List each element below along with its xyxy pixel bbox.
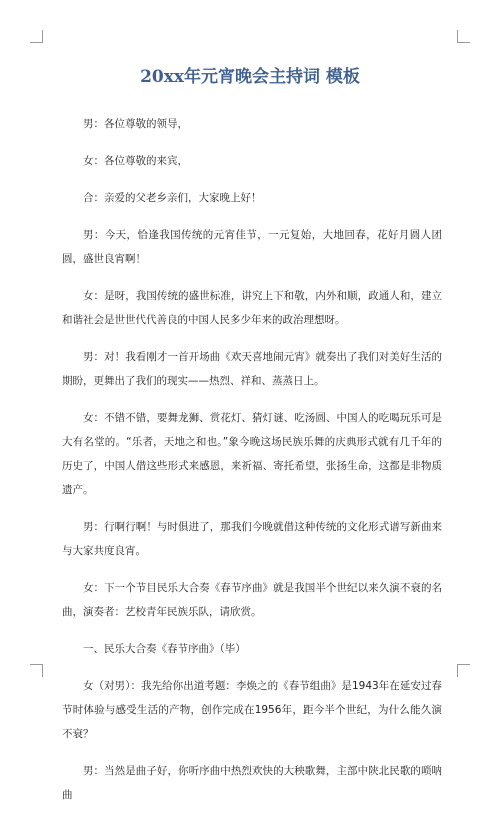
paragraph: 男：当然是曲子好，你听序曲中热烈欢快的大秧歌舞，主部中陕北民歌的唢呐曲	[62, 765, 442, 801]
paragraph: 女：不错不错，要舞龙狮、赏花灯、猜灯谜、吃汤圆、中国人的吃喝玩乐可是大有名堂的。“乐者，天地之和也。”象今晚这场民族乐舞的庆典形式就有几千年的历史了，中国人借这些形式来感恩，来祈福、寄托希望，张扬生命，这都是非物质遗产。	[62, 412, 442, 496]
paragraph: 女（对男）：我先给你出道考题：李焕之的《春节组曲》是1943年在延安过春节时体验与感受生活的产物，创作完成在1956年，距今半个世纪，为什么能久演不衰？	[62, 680, 442, 740]
paragraph: 女：是呀，我国传统的盛世标准，讲究上下和敬，内外和顺，政通人和，建立和谐社会是世世代代善良的中国人民多少年来的政治理想呀。	[62, 290, 442, 326]
paragraph: 女：下一个节目民乐大合奏《春节序曲》就是我国半个世纪以来久演不衰的名曲，演奏者：艺校青年民族乐队，请欣赏。	[62, 582, 442, 618]
paragraph: 男：行啊行啊！与时俱进了，那我们今晚就借这种传统的文化形式谱写新曲来与大家共度良宵。	[62, 521, 442, 557]
section-heading: 一、民乐大合奏《春节序曲》（毕）	[83, 643, 246, 655]
paragraph: 男：对！我看刚才一首开场曲《欢天喜地闹元宵》就奏出了我们对美好生活的期盼，更舞出了我们的现实——热烈、祥和、蒸蒸日上。	[62, 351, 442, 387]
paragraph: 男：各位尊敬的领导，	[83, 118, 188, 130]
page-corner-mark-bottom-right	[457, 664, 470, 677]
page-corner-mark-top-left	[30, 30, 43, 43]
document-body	[62, 112, 442, 820]
page-corner-mark-top-right	[457, 30, 470, 43]
document-title: 20xx年元宵晚会主持词 模板	[140, 67, 360, 87]
paragraph: 女：各位尊敬的来宾，	[83, 155, 188, 167]
paragraph: 男：今天，恰逢我国传统的元宵佳节，一元复始，大地回春，花好月圆人团圆，盛世良宵啊！	[62, 229, 442, 265]
paragraph: 合：亲爱的父老乡亲们，大家晚上好！	[83, 192, 262, 204]
page-corner-mark-bottom-left	[30, 664, 43, 677]
